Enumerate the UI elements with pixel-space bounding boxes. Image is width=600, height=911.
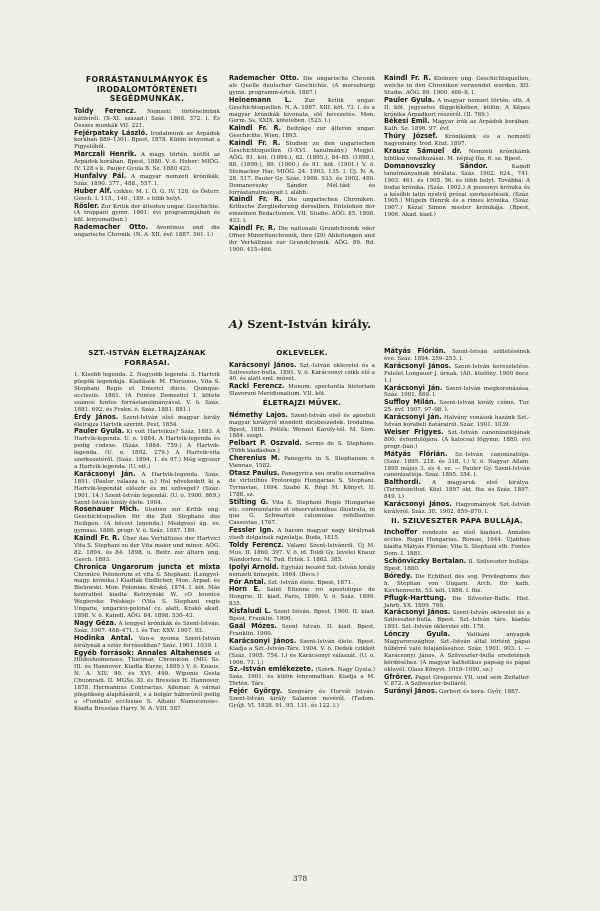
- entry-author: Hodinka Antal.: [74, 633, 134, 642]
- section-title-text: Szent-István király.: [247, 317, 372, 331]
- bibliography-entry: [229, 527, 375, 542]
- entry-text: Halvány vonások hazánk Szt.-István korabeli határairól. Száz. 1901. 1039.: [384, 415, 530, 429]
- entry-text: Szent-István első magyar király életrajza Hartvik szerint. Pest, 1854.: [74, 414, 220, 428]
- bibliography-entry: [74, 650, 220, 713]
- entry-author: Karácsonyi János.: [384, 361, 452, 370]
- top-column-3: [384, 75, 530, 219]
- bibliography-entry: [74, 535, 220, 564]
- entry-author: Kaindl Fr. R.: [74, 534, 120, 543]
- entry-author: Mátyás Flórián.: [384, 347, 446, 355]
- bibliography-entry: [74, 428, 220, 470]
- entry-author: Gaál Mózes.: [229, 622, 277, 630]
- bibliography-entry: [229, 362, 375, 384]
- entry-text: et Hildesheimenses; Thietmar, Chronicon. (MG. Ss. III. és Hannover. Kiadta Kurze, 1889.) V. ö. Knauz. N. A. XIV. 99. és XVI. 499. Wiponis Gesta Chuonradi. II. MGSs. XI. és Bresslau H. Hannover, 1878. Hermannus Contractus. Ademar. A várnai püspökség alapításáról, s a bolgár háborúról pedig a »Fundatio ecclesiae S. Albani Namucensis«. Kiadta Bresslau Harry. N. A. VIII. 587.: [74, 650, 220, 712]
- bibliography-entry: [74, 371, 220, 413]
- bibliography-entry: [384, 97, 530, 119]
- entry-text: Magyar írók az Árpádok korában. Kath. Sz. 1896. 97. évf.: [384, 119, 531, 133]
- bottom-column-2: [229, 348, 375, 710]
- bibliography-entry: [229, 140, 375, 196]
- entry-author: Kaindl Fr. R.: [229, 195, 282, 204]
- entry-author: Némethy Lajos.: [229, 410, 288, 419]
- entry-author: Cherenius M.: [229, 454, 280, 463]
- entry-author: Karácsonyi János.: [384, 500, 452, 509]
- bibliography-entry: [229, 564, 375, 579]
- entry-text: Hagyományok Szt.-István királyról. Száz. 3E. 1902. 859–870. l.: [384, 502, 530, 515]
- entry-author: Fejér György.: [229, 687, 283, 696]
- section-title: [210, 317, 390, 331]
- entry-text: Studien zur Kritik ung. Geschichtsquellen für die Zeit Stephans des Heiligen. (A bécsvi legenda.) Medgyesi ág. ev. gymnas. 1886. progr. V. ö. Száz. 1887. 189.: [74, 507, 220, 535]
- entry-text: Szent-István király czíme. Tur. 25. évf. 1907. 97–98. l.: [384, 400, 530, 414]
- entry-text: Vita S. Stephani Regis Hungariae etc. commentariis et observationibus illustrata, in qua G. Schwartzii calumniae refelluntur. Cassoviae, 1767.: [229, 499, 375, 527]
- entry-author: Huber Alf.: [74, 186, 112, 195]
- entry-text: Zur Kritik der ältesten ungar. Geschichte. (A troppani gymn. 1861. évi programmjában és kül. lenyomatban.): [74, 203, 221, 224]
- entry-author: Fejérpataky László.: [74, 128, 148, 137]
- entry-text: Van-e nyoma Szent-István királynak a szláv forrásokban? Száz. 1901. 1039. l.: [74, 635, 220, 649]
- bibliography-entry: [384, 609, 530, 631]
- entry-text: II. Szilveszter bullája. Bpest, 1880.: [384, 559, 531, 572]
- entry-text: Saint Étienne roi apostolique de Hongrie. II. kiad. Paris, 1899. V. ö. Száz. 1899. 835.: [229, 587, 375, 608]
- entry-author: Stilting G.: [229, 497, 269, 506]
- bibliography-entry: [74, 635, 220, 650]
- entry-text: Studien zu den ungarischen Geschichtsquellen (I–XVI. tanulmány.) Megjel. AÖG. 81. köt. (1894.), 82. (1895.), 84–85. (1898.), 88. (1899.), 89. (1900.) és 91. köt. (1901.) V. ö. Steinacker Har. MIÖG. 24. 1903. 135. l. Új. N. A. 28. 517. Pauler Gy. Száz. 1900. 933. és 1902. 480. Domanovszky Sándor. Mél.tást és forrástanulmányait l. alább.: [229, 141, 376, 196]
- entry-text: Sz.-István canonizatiója. (Száz. 1895. 218. és 318. l.) V. ö. Nagyar Állam. 1895 május 3. és 4. sz. — Pauler Gy. Szent-István canonizatiója. Száz. 1895. 354. l.: [384, 451, 531, 479]
- entry-author: Chronica Ungarorum juncta et mixta: [74, 562, 220, 571]
- entry-author: Kaindl Fr. R.: [229, 139, 281, 148]
- entry-author: Pflugk-Harttung.: [384, 593, 447, 602]
- entry-text: Nemzeti krónikáink biblikai vonatkozásai. M. népiaj fűz. 6. sz. Bpest.: [384, 149, 530, 162]
- entry-text: Zur Kritik ungar. Geschichtsquellen. N. A. 1887. XIII. köt. 73. l. és a magyar krónikák kivonata, elő bevezetés. Mon. Germ. Ss. XXIX. kötetében. (523. l.): [229, 97, 376, 125]
- bibliography-entry: [384, 529, 530, 558]
- section-heading: SZT.-ISTVÁN ÉLETRAJZÁNAK FORRÁSAI.: [88, 348, 206, 367]
- entry-author: Karácsonyi János.: [229, 360, 297, 369]
- entry-text: Szent-István első és apostoli magyar királyról mondott dicsbeszédek. Irodalma. Bpest, 1881. Pótlék: Wenzel Károly-tól. M. Sion. 1884. szept.: [229, 412, 375, 440]
- entry-list: [74, 108, 220, 239]
- entry-author: Surányi János.: [384, 687, 438, 696]
- entry-text: Kaindl tanulmányainak bírálata. Száz. 1902. 624., 741. 1903. 461. és 1905. 56. és több helyt. Továbbá: A budai krónika. (Száz. 1902.) A pozsonyi krónika és a később latin nyelvű prózai szerkesztések. (Száz. 1905.) Mügeln Henrik és a rímes krónika. (Száz. 1907.) Kézai Simon mester krónikája. (Bpest, 1906. Akad. kiad.): [384, 163, 531, 219]
- entry-author: Rademacher Otto.: [229, 74, 299, 82]
- bibliography-entry: [229, 225, 375, 254]
- entry-text: Monum. spectantia historiam Slavorum Meridionalium. VII. köt.: [229, 384, 376, 398]
- entry-text: Szent István. Bpest, 1900. II. kiad. Bpest, Franklin. 1900.: [229, 609, 375, 623]
- bibliography-entry: [74, 471, 220, 507]
- bibliography-entry: [384, 118, 530, 133]
- entry-author: Karácsonyi János.: [384, 608, 451, 617]
- entry-text: Kleinere ung. Geschichtsquellen, welche in den Chroniken verwendet wurden. XII. Studie. AÖG. 89. 1900. 466–8. l.: [384, 76, 530, 96]
- entry-author: Hunfalvy Pál.: [74, 171, 127, 180]
- entry-text: Panegyrica seu oratio exornativa de virtutibus Protoregis Hungariae S. Stephani. Tyrnaviae, 1694. Szabó K. Régi M. Könyvt. II. 1788. sz.: [229, 470, 376, 498]
- entry-text: A magyarok első királya. (Természettud. Közl. 1897 okt. füz. és Száz. 1897. 849. l.): [384, 480, 530, 501]
- bibliography-entry: [229, 499, 375, 528]
- bibliography-entry: [384, 451, 530, 480]
- bibliography-entry: [384, 674, 530, 689]
- bibliography-entry: [384, 688, 530, 696]
- entry-text: A Hartvik-legenda. Száz. 1891. (Pauler válasza u. o.) Hol növekedett ki a Hartvik-legendát először és mi szöveget? (Száz. 1901. 14.) Szent-István legendái. (U. o. 1900. 869.) Szent-István király élete. 1904.: [74, 471, 220, 506]
- entry-author: Sz.-István emlékezete.: [229, 665, 314, 674]
- bibliography-entry: [384, 363, 530, 385]
- entry-author: Otasz Paulus.: [229, 468, 280, 477]
- bibliography-entry: [384, 479, 530, 501]
- entry-text: Szent-István oklevelei és a Szilveszter-bulla. Bpest. Szt.-István társ. kiadás 1891. Szt.-István oklevelei stb. 178.: [384, 610, 531, 631]
- bibliography-entry: [229, 586, 375, 608]
- bibliography-entry: [384, 399, 530, 414]
- entry-text: czikke: M. I. Ö. G. IV. 128. és Österr. Gesch. I. 115., 140., 189. s több helyt.: [74, 188, 221, 202]
- entry-author: Pór Antal.: [229, 577, 267, 586]
- entry-text: Ki volt Hartvikus? Száz. 1883. A Hartvik-legenda. U. o. 1884. A Hartvik-legenda és pedig codexe. (Száz. 1884. 759.) A Hartvik-legenda. (U. o. 1892. 279.) A Hartvik-vita szerkezetéről. (Száz. 1894. 1. és 97.) Még egyszer a Hartvik-legenda. (U. ott.): [74, 429, 221, 470]
- bibliography-entry: [384, 573, 530, 595]
- entry-text: Über das Verhältniss der Hartvici Vita S. Stephani zu der Vita maior und minor. AÖG. 82. 1894. és 84. 1898. u. Beitr. zur ältern ung. Gesch. 1893.: [74, 536, 220, 563]
- bibliography-entry: [229, 383, 375, 398]
- entry-author: Fessler Ign.: [229, 526, 274, 535]
- bibliography-entry: [229, 196, 375, 225]
- entry-text: A három magyar nagy királynak viselt dolgainak rajzolatja. Buda, 1815.: [229, 528, 375, 542]
- entry-author: Suffloy Milán.: [384, 398, 437, 407]
- bibliography-entry: [229, 455, 375, 470]
- entry-text: A lengyel krónikák és Szent-István. Száz. 1907. 468–471. l. és Tur. XXV. 1907. 93.: [74, 620, 220, 634]
- entry-text: Papst Gregorius VII. und sein Zeitalter. V. 872. A Szilveszter-bulláról.: [384, 674, 531, 688]
- entry-author: Rademacher Otto.: [74, 223, 148, 232]
- bibliography-entry: [229, 97, 375, 126]
- entry-author: Mátyás Flórián.: [384, 449, 448, 458]
- entry-author: Rösler.: [74, 201, 100, 210]
- bibliography-entry: [384, 148, 530, 163]
- page-number: 378: [292, 874, 308, 883]
- bibliography-entry: [229, 688, 375, 710]
- entry-text: A magyar nemzet történ. stb. A II. köt. jegyzetes függelékében, külön: A Képes krónika Árpádkori részéről. (II. 769.): [384, 97, 530, 118]
- entry-author: Toldy Ferencz.: [74, 106, 137, 115]
- entry-text: Szt.-István élete. Bpest, 1871.: [267, 579, 353, 586]
- section-heading: FORRÁSTANULMÁNYOK ÉS IRODALOMTÖRTÉNETI SEGÉDMUNKÁK.: [85, 75, 209, 104]
- entry-author: Toldy Ferencz.: [229, 541, 284, 550]
- bibliography-entry: [229, 125, 375, 140]
- bibliography-entry: [229, 638, 375, 667]
- entry-text: (Szerk. Nagy Gyula.) Száz. 1901. és külön lenyomatban. Kiadja a M. Történ. Társ.: [229, 667, 375, 688]
- entry-author: Pauler Gyula.: [384, 95, 435, 104]
- bibliography-entry: [384, 631, 530, 673]
- entry-text: Aventinus und die ungarische Chronik. (N. A. XII. évf. 1887. 561. l.): [74, 225, 220, 239]
- bibliography-entry: [384, 414, 530, 429]
- bibliography-entry: [74, 108, 220, 130]
- entry-author: Kisfaludi L.: [229, 607, 272, 616]
- bibliography-entry: [384, 133, 530, 148]
- bibliography-entry: [229, 412, 375, 441]
- entry-author: Domanovszky Sándor.: [384, 161, 488, 170]
- entry-author: Marczali Henrik.: [74, 150, 137, 159]
- entry-author: Érdy János.: [74, 412, 119, 421]
- bibliography-entry: [229, 75, 375, 97]
- entry-text: Szt.-István oklevelei és a Szilveszter-bulla. 1891. V. ö. Karácsonyi czikk elő a 40. és alatt eml. művét.: [229, 362, 375, 383]
- entry-text: Die ungarische Chronik als Quelle deutscher Geschichte. (A merseburgi gymn. programm-értek. 1887.): [229, 76, 375, 96]
- entry-author: Karácsonyi Ján.: [384, 413, 442, 422]
- bottom-column-1: [74, 348, 220, 713]
- entry-text: 1. Kisebb legenda. 2. Nagyobb legenda. 3. Hartvik püspök legendája. Kiadások: M. Florianus, Vita S. Stephani Regis et Emerici ducis. Quinque-ecclesiis. 1881. (A Fontes Domestici I. kötete számos fontos forrástanulmányával. V. ö. Száz. 1881. 692. és Frakn. ó. Száz. 1881. 881.): [74, 372, 220, 413]
- bibliography-entry: [74, 620, 220, 635]
- entry-author: Nagy Géza.: [74, 618, 117, 627]
- bibliography-entry: [74, 151, 220, 173]
- bibliography-entry: [384, 385, 530, 400]
- entry-text: Krónikáink és a nemzeti hagyomány. Irod. Közl. 1897.: [384, 134, 530, 148]
- bibliography-entry: [74, 224, 220, 239]
- entry-text: Beiträge zur älteren ungar. Geschichte. Wien, 1893.: [229, 126, 376, 140]
- entry-author: Bóredy.: [384, 571, 413, 580]
- entry-text: Nemzeti történelmünk kútfeiről. (X–XI. század.) Száz. 1868. 372. l. És Összes munkák VII. 221.: [74, 108, 221, 129]
- entry-author: Inchoffer: [384, 528, 418, 537]
- entry-text: Irodalmunk az Árpádok korában 889–1301. Bpest, 1878. Külön lenyomat a Figyelőből.: [74, 130, 220, 151]
- entry-author: Békesi Emil.: [384, 117, 430, 126]
- entry-text: A magyar nemzeti krónikák. Száz. 1890. 377., 488., 557. l.: [74, 173, 221, 187]
- section-letter: A): [228, 317, 244, 331]
- entry-text: rendezte az első kiadást. Annales eccles. Regni Hungariae. Romae, 1644. Újabban kiadta Mátyás Flórián: Vita S. Stephani stb. Fontes Dom. I. 1881.: [384, 530, 530, 558]
- entry-text: A magy. történ. kútfői az Árpádok korában. Bpest, 1880. V. ö. Huber: MIÖG. IV. 128 s k. Pauler Gyula B. Sz. 1880 423.: [74, 152, 220, 173]
- entry-author: Kaindl Fr. R.: [384, 74, 431, 82]
- entry-text: Die ungarischen Chroniken. Kritische Zergliederung derselben. Entstehen der einzelnen Redactionen. VII. Studie. AÖG. 85. 1898. 433. l.: [229, 197, 376, 225]
- bibliography-entry: [384, 429, 530, 451]
- bibliography-entry: [74, 173, 220, 188]
- entry-text: Sermo de S. Stephano. (Több kiadásban.): [229, 441, 375, 455]
- bibliography-entry: [384, 595, 530, 610]
- bibliography-entry: [384, 558, 530, 573]
- entry-author: Karácsonyi Ján.: [74, 469, 136, 478]
- entry-text: Szent-István születésének éve. Száz. 1894. 259–253. l.: [384, 349, 530, 362]
- bibliography-entry: [74, 414, 220, 429]
- section-heading: OKLEVELEK.: [276, 348, 328, 357]
- bibliography-entry: [229, 666, 375, 688]
- entry-author: Pauler Gyula.: [74, 427, 125, 436]
- entry-text: Szent-István keresztelése. Felelet Longauer J. úrnak. (Ált. közlöny. 1900 decz. 1.): [384, 363, 531, 384]
- entry-author: Kaindl Fr. R.: [229, 224, 276, 233]
- entry-text: Szegváry és Horvát István. Szent-István király Salamon nevéről. (Tudom. Gyűjt. VI. 1828. 91. 95. 131. és 122. l.): [229, 689, 375, 709]
- bibliography-entry: [384, 163, 530, 219]
- bottom-column-3: [384, 348, 530, 696]
- entry-text: Szt.-István canonizatiójának 800. évfordulójára. (A kalocsai főgymn. 1880. évi progr.-ban.): [384, 429, 530, 450]
- entry-text: Panegyris in S. Stephanum r. Viennae, 1582.: [229, 456, 375, 470]
- bibliography-entry: [229, 608, 375, 623]
- bibliography-entry: [74, 506, 220, 535]
- entry-author: Lónczy Gyula.: [384, 630, 451, 639]
- entry-text: Die Silvester-Bulle. Hist. Jahrb. XX. 1899. 769.: [384, 595, 530, 609]
- entry-author: Balthordi.: [384, 478, 421, 487]
- entry-author: Horn E.: [229, 585, 261, 594]
- entry-text: Die nationale Grundchronik oder Ofner Minoritenchronik, ihre (29) Ableitungen und ihr Verhältniss zur Grundchronik. AÖG. 89. Bd. 1900. 415–466.: [229, 226, 375, 253]
- top-column-1: [74, 75, 220, 239]
- entry-author: Egyéb források: Annales Altahenses: [74, 648, 212, 657]
- entry-author: Ipolyi Arnold.: [229, 562, 280, 571]
- section-heading: II. SZILVESZTER PÁPA BULLÁJA.: [391, 515, 523, 525]
- entry-author: Rosenauer Mich.: [74, 505, 140, 514]
- entry-author: Thúry József.: [384, 132, 438, 141]
- entry-text: Vatikáni anyagok Magyarországhoz. Szt.-István által történt pápai hűbérré való felajánlásához. Száz. 1901. 903. l. — Karácsonyi János. A Szilveszter-bulla eredetének kérdéséhez. (A magyar katholikus papság és pápai oklevél. Olasz Könyvt. 1019–1090. sz.): [384, 632, 531, 673]
- entry-author: Kaindl Fr. R.: [229, 124, 282, 133]
- bibliography-entry: [229, 542, 375, 564]
- entry-author: Schönviczky Bertalan.: [384, 557, 467, 566]
- entry-text: Szent-István élete. Bpest. Kiadja a Szt.-István-Társ. 1904. V. ö. Dedek czikkét (Száz. 1905. 754. l.) és Karácsonyi válaszát. (U. o. 1906. 71. l.): [229, 638, 375, 666]
- bibliography-entry: [384, 348, 530, 363]
- entry-text: Egyházi beszéd Szt.-István király nemzeti ünnepén. 1864. (Bécs.): [229, 564, 375, 578]
- bibliography-entry: [229, 623, 375, 638]
- bibliography-entry: [74, 203, 220, 225]
- bibliography-entry: [74, 188, 220, 203]
- entry-author: Karácsonyi János.: [229, 636, 297, 645]
- entry-text: Szent István. II. kiad. Bpest, Franklin. 1900.: [229, 624, 376, 637]
- entry-author: Krausz Sámuel dr.: [384, 147, 462, 156]
- entry-author: Karácsonyi Ján.: [384, 383, 443, 392]
- top-column-2: [229, 75, 375, 254]
- entry-author: Weiser Frigyes.: [384, 427, 444, 436]
- entry-text: Szent-István megkoronázása. Száz. 1901. 869. l.: [384, 385, 530, 399]
- entry-author: Racki Ferencz.: [229, 382, 285, 391]
- entry-text: Gerbert és kora. Győr, 1887.: [439, 689, 520, 696]
- bibliography-entry: [74, 564, 220, 620]
- entry-author: Pelbart P. Oszvald.: [229, 439, 302, 448]
- entry-text: Valami Szent-Istvánról. Új M. Mus. II. 1860. 397. V. ö. id. Toldi Gy. levelei Knauz Nándorhoz. M. Tud. Értek. I. 1862. 385.: [229, 543, 376, 563]
- bibliography-entry: [229, 470, 375, 499]
- bibliography-entry: [384, 501, 530, 516]
- entry-author: Heinemann L.: [229, 95, 292, 104]
- bibliography-entry: [229, 440, 375, 455]
- bibliography-entry: [384, 75, 530, 97]
- entry-text: Die Echtheit des sog. Privilegiums des h. Stephan von Ungarn. Arch. für kath. Kirchenrecht. 53. köt. 1888. I. füz.: [384, 573, 530, 594]
- entry-text: Chronico Polonorum et vita S. Stephani. (Lengyel-magy. krónika.) Kiadták Endlicher, Mon. Arpad. és Bielowski, Mon. Poloniae. Krakó, 1874. I. köt. Más keziratból kiadta Ketrzynski W. »O kronice Wegiersko Polskiej« (Vita S. Stephani regis Ungarie, ungarico-polona) cz. alatt. Krakó akad. 1898. V. ö. Kaindl. AÖG. 84. 1898. 530–43.: [74, 571, 220, 619]
- entry-author: Gfrörer.: [384, 672, 413, 681]
- section-heading: ÉLETRAJZI MŰVEK.: [262, 398, 342, 408]
- bibliography-entry: [74, 130, 220, 152]
